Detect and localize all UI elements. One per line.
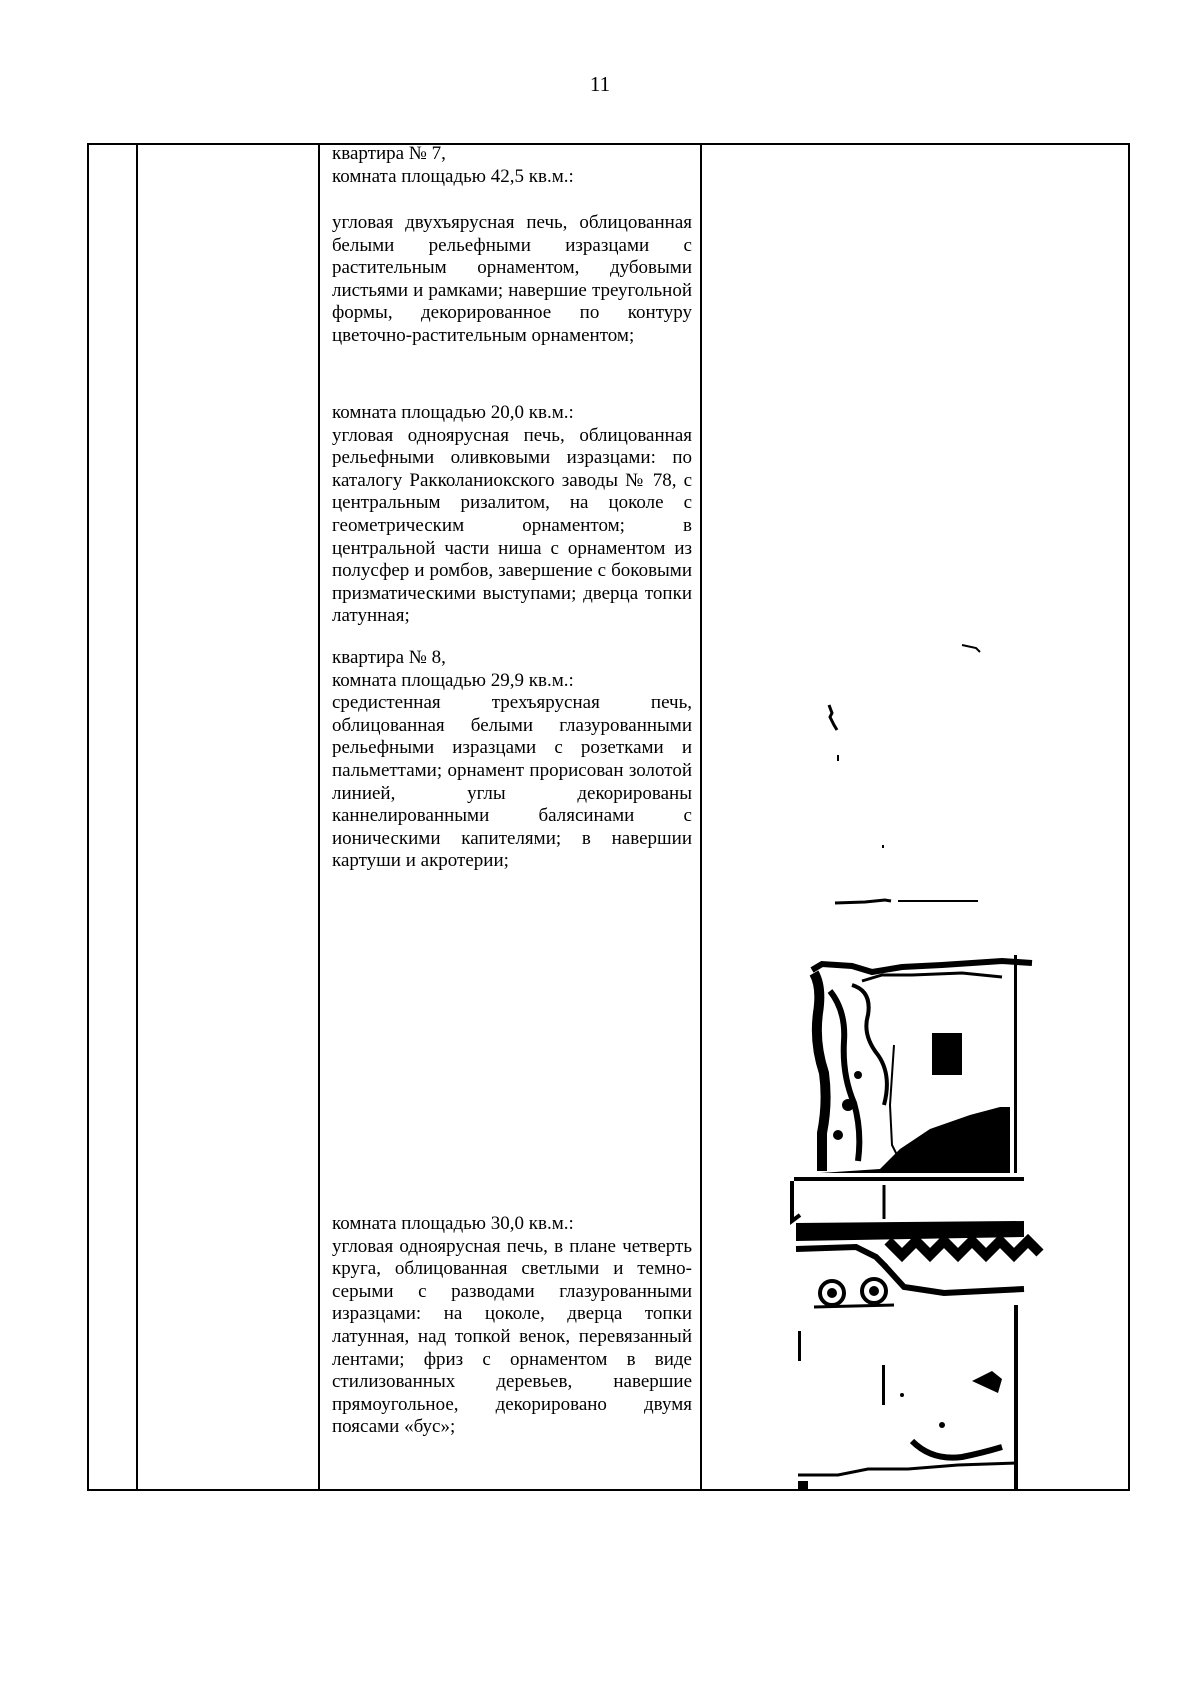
entry-apartment-7 bbox=[332, 143, 692, 188]
entry-paragraph: угловая одноярусная печь, облицованная рельефными оливковыми изразцами: по каталогу Ракколаниокского заводы № 78, с центральным ризалитом, на цоколе с геометрическим орнаментом; в центральной части ниша с орнаментом из полусфер и ромбов, завершение с боковыми призматическими выступами; дверца топки латунная; bbox=[332, 424, 692, 627]
entry-apartment-8 bbox=[332, 647, 692, 873]
entry-room-30 bbox=[332, 1213, 692, 1439]
heritage-table bbox=[87, 143, 1130, 1491]
entry-paragraph: угловая двухъярусная печь, облицованная белыми рельефными изразцами с растительным орнаментом, дубовыми листьями и рамками; навершие треугольной формы, декорированное по контуру цветочно-растительным орнаментом; bbox=[332, 212, 692, 346]
entry-heading: квартира № 7, bbox=[332, 143, 446, 164]
photo-column-graphic bbox=[702, 145, 1128, 1489]
entry-heading: комната площадью 30,0 кв.м.: bbox=[332, 1213, 574, 1234]
number-column bbox=[88, 144, 137, 1490]
table-row bbox=[88, 144, 1129, 1490]
object-column bbox=[137, 144, 319, 1490]
entry-paragraph: средистенная трехъярусная печь, облицованная белыми глазурованными рельефными изразцами с розетками и пальметтами; орнамент прорисован золотой линией, углы декорированы каннелированными балясинами с ионическими капителями; в навершии картуши и акротерии; bbox=[332, 692, 692, 872]
entry-room-42 bbox=[332, 212, 692, 348]
photo-column bbox=[701, 144, 1129, 1490]
entry-room-20 bbox=[332, 402, 692, 628]
entry-heading: комната площадью 20,0 кв.м.: bbox=[332, 402, 574, 423]
stove-lower-photo bbox=[790, 1177, 1040, 1489]
page-number: 11 bbox=[589, 72, 611, 96]
description-column bbox=[319, 144, 701, 1490]
stove-top-photo bbox=[829, 645, 980, 903]
entry-heading: квартира № 8, bbox=[332, 647, 446, 668]
entry-heading: комната площадью 42,5 кв.м.: bbox=[332, 165, 574, 187]
entry-paragraph: угловая одноярусная печь, в плане четверть круга, облицованная светлыми и темно-серыми с разводами глазурованными изразцами: на цоколе, дверца топки латунная, над топкой венок, перевязанный лентами; фриз с орнаментом в виде стилизованных деревьев, навершие прямоугольное, декорировано двумя поясами «бус»; bbox=[332, 1235, 692, 1438]
stove-upper-photo bbox=[812, 955, 1032, 1173]
entry-heading: комната площадью 29,9 кв.м.: bbox=[332, 669, 574, 691]
